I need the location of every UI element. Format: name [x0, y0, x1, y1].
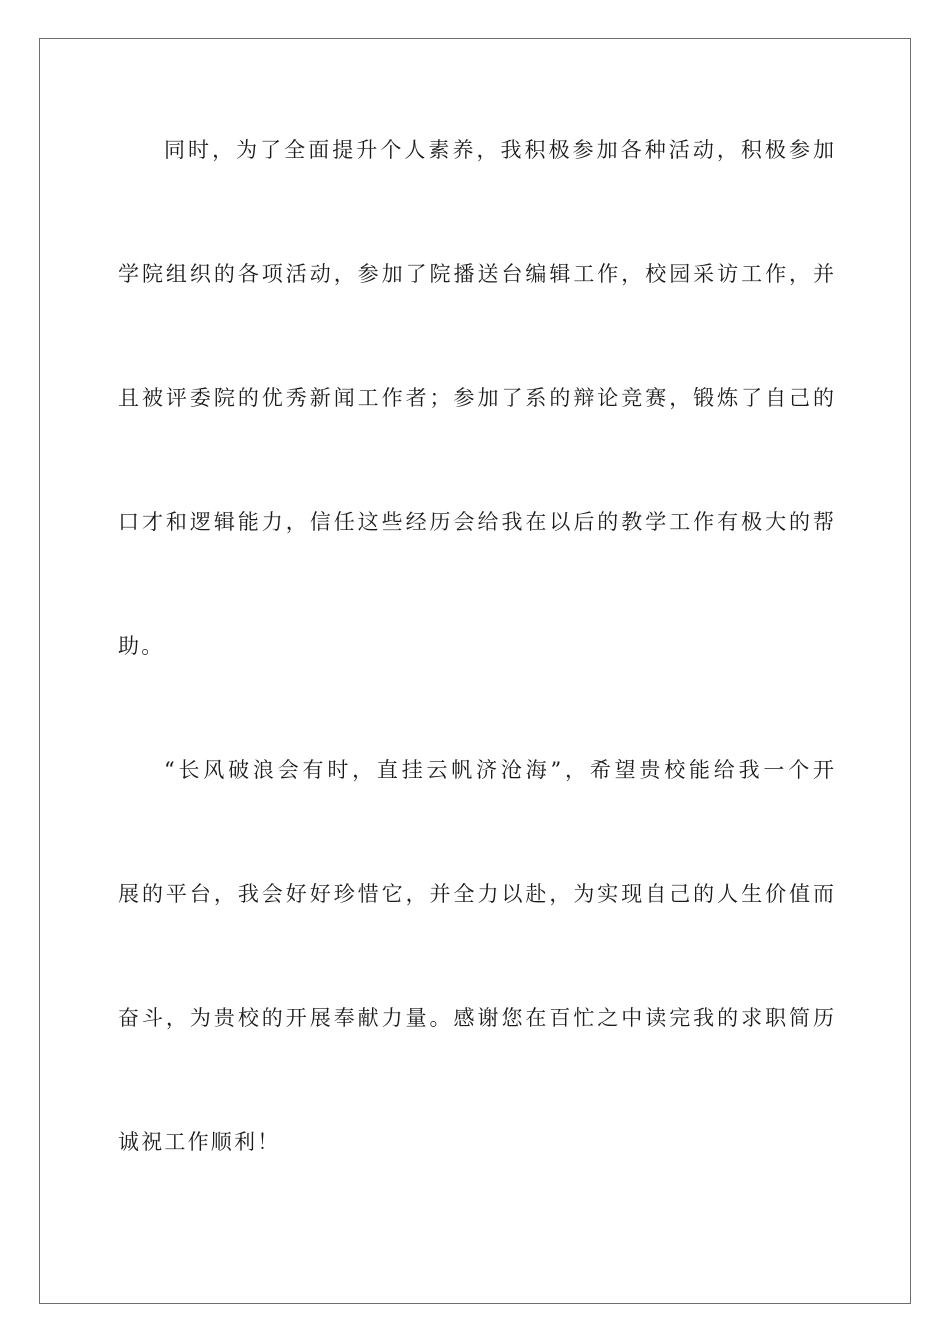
paragraph-1-line-4: 口才和逻辑能力，信任这些经历会给我在以后的教学工作有极大的帮 [118, 510, 834, 534]
paragraph-1-line-5: 助。 [118, 634, 165, 658]
page-frame [39, 38, 911, 1304]
paragraph-2-line-4: 诚祝工作顺利！ [118, 1130, 281, 1154]
paragraph-2-line-3: 奋斗，为贵校的开展奉献力量。感谢您在百忙之中读完我的求职简历 [118, 1006, 834, 1030]
paragraph-1-line-3: 且被评委院的优秀新闻工作者；参加了系的辩论竞赛，锻炼了自己的 [118, 386, 834, 410]
paragraph-2-line-2: 展的平台，我会好好珍惜它，并全力以赴，为实现自己的人生价值而 [118, 882, 834, 906]
paragraph-2-line-1: “长风破浪会有时，直挂云帆济沧海”，希望贵校能给我一个开 [164, 758, 834, 782]
paragraph-1-line-1: 同时，为了全面提升个人素养，我积极参加各种活动，积极参加 [164, 138, 834, 162]
paragraph-1-line-2: 学院组织的各项活动，参加了院播送台编辑工作，校园采访工作，并 [118, 262, 834, 286]
